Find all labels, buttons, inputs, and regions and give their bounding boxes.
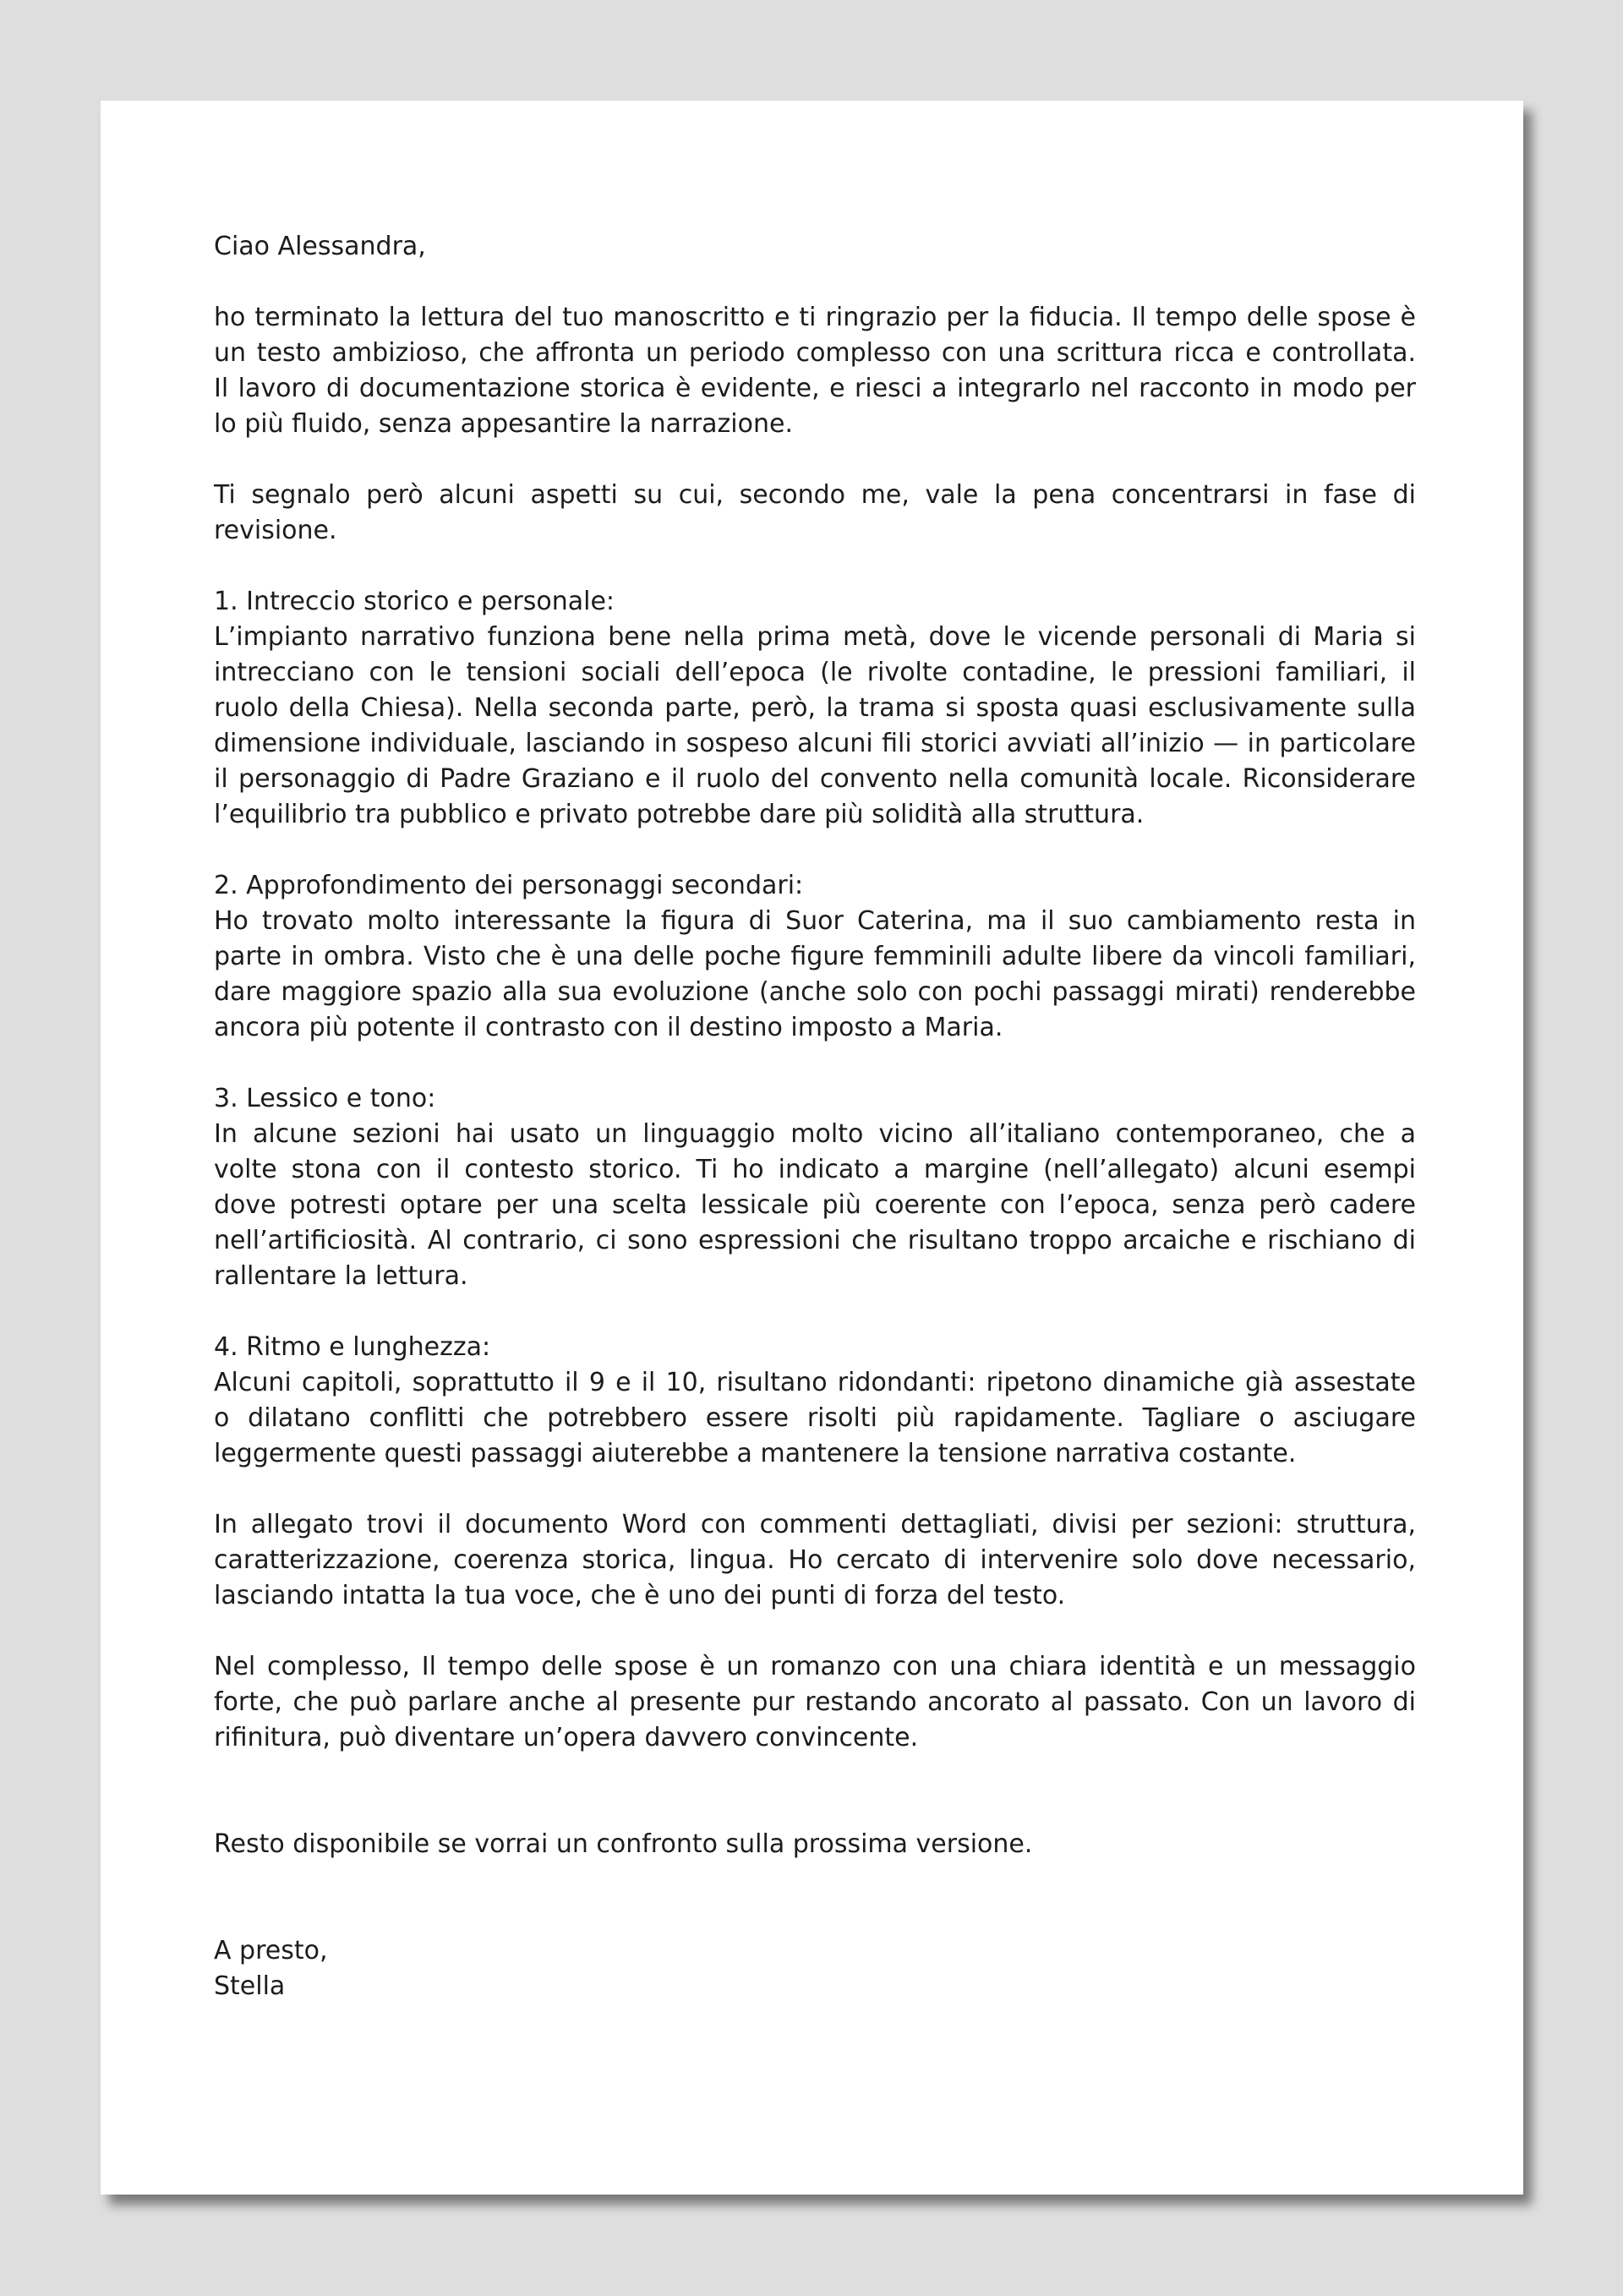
section-lexicon (214, 1081, 1416, 1294)
attachment-paragraph (214, 1507, 1416, 1614)
section-line: dimensione individuale, lasciando in sospeso alcuni fili storici avviati all’inizio — in particolare (214, 729, 1416, 758)
closing: A presto, (214, 1936, 328, 1965)
letter-body (214, 229, 1416, 2004)
section-line: Alcuni capitoli, soprattutto il 9 e il 10, risultano ridondanti: ripetono dinamiche già assestate (214, 1368, 1416, 1397)
availability-note: Resto disponibile se vorrai un confronto sulla prossima versione. (214, 1829, 1033, 1859)
section-line: In alcune sezioni hai usato un linguaggio molto vicino all’italiano contemporaneo, che a (214, 1119, 1416, 1149)
section-line: o dilatano conflitti che potrebbero essere risolti più rapidamente. Tagliare o asciugare (214, 1403, 1416, 1433)
section-rhythm (214, 1330, 1416, 1472)
section-line: dove potresti optare per una scelta lessicale più coerente con l’epoca, senza però cadere (214, 1190, 1416, 1220)
section-line: parte in ombra. Visto che è una delle poche figure femminili adulte libere da vincoli familiari, (214, 942, 1416, 971)
section-heading: 3. Lessico e tono: (214, 1084, 436, 1113)
signature: Stella (214, 1971, 286, 2001)
section-line: rallentare la lettura. (214, 1261, 468, 1291)
conclusion-paragraph (214, 1649, 1416, 1756)
conclusion-line: rifinitura, può diventare un’opera davvero convincente. (214, 1723, 919, 1752)
section-characters (214, 868, 1416, 1046)
section-line: il personaggio di Padre Graziano e il ruolo del convento nella comunità locale. Riconsiderare (214, 764, 1416, 794)
greeting: Ciao Alessandra, (214, 232, 426, 261)
section-line: l’equilibrio tra pubblico e privato potrebbe dare più solidità alla struttura. (214, 800, 1145, 829)
section-line: volte stona con il contesto storico. Ti ho indicato a margine (nell’allegato) alcuni esempi (214, 1155, 1416, 1184)
intro-line: ho terminato la lettura del tuo manoscritto e ti ringrazio per la fiducia. Il tempo delle spose è (214, 303, 1416, 332)
lead-line: revisione. (214, 516, 337, 545)
section-heading: 4. Ritmo e lunghezza: (214, 1332, 491, 1362)
lead-line: Ti segnalo però alcuni aspetti su cui, secondo me, vale la pena concentrarsi in fase di (214, 480, 1416, 510)
intro-line: lo più fluido, senza appesantire la narrazione. (214, 409, 793, 439)
intro-line: Il lavoro di documentazione storica è evidente, e riesci a integrarlo nel racconto in modo per (214, 374, 1416, 403)
lead-paragraph (214, 478, 1416, 549)
section-line: Ho trovato molto interessante la figura di Suor Caterina, ma il suo cambiamento resta in (214, 906, 1416, 936)
section-line: leggermente questi passaggi aiuterebbe a mantenere la tensione narrativa costante. (214, 1439, 1297, 1468)
section-heading: 1. Intreccio storico e personale: (214, 587, 615, 616)
section-line: dare maggiore spazio alla sua evoluzione (anche solo con pochi passaggi mirati) renderebbe (214, 977, 1416, 1007)
section-line: ruolo della Chiesa). Nella seconda parte, però, la trama si sposta quasi esclusivamente sulla (214, 693, 1416, 723)
attachment-line: lasciando intatta la tua voce, che è uno dei punti di forza del testo. (214, 1581, 1066, 1610)
section-line: L’impianto narrativo funziona bene nella prima metà, dove le vicende personali di Maria si (214, 622, 1416, 652)
section-plot (214, 584, 1416, 833)
attachment-line: caratterizzazione, coerenza storica, lingua. Ho cercato di intervenire solo dove necessario, (214, 1545, 1416, 1575)
section-line: nell’artificiosità. Al contrario, ci sono espressioni che risultano troppo arcaiche e rischiano di (214, 1226, 1416, 1255)
intro-line: un testo ambizioso, che affronta un periodo complesso con una scrittura ricca e controllata. (214, 338, 1416, 368)
intro-paragraph (214, 300, 1416, 442)
conclusion-line: forte, che può parlare anche al presente pur restando ancorato al passato. Con un lavoro di (214, 1687, 1416, 1717)
section-heading: 2. Approfondimento dei personaggi secondari: (214, 871, 804, 900)
conclusion-line: Nel complesso, Il tempo delle spose è un romanzo con una chiara identità e un messaggio (214, 1652, 1416, 1681)
section-line: ancora più potente il contrasto con il destino imposto a Maria. (214, 1013, 1003, 1042)
letter-page (101, 101, 1523, 2195)
attachment-line: In allegato trovi il documento Word con commenti dettagliati, divisi per sezioni: struttura, (214, 1510, 1416, 1539)
section-line: intrecciano con le tensioni sociali dell’epoca (le rivolte contadine, le pressioni familiari, il (214, 658, 1416, 687)
